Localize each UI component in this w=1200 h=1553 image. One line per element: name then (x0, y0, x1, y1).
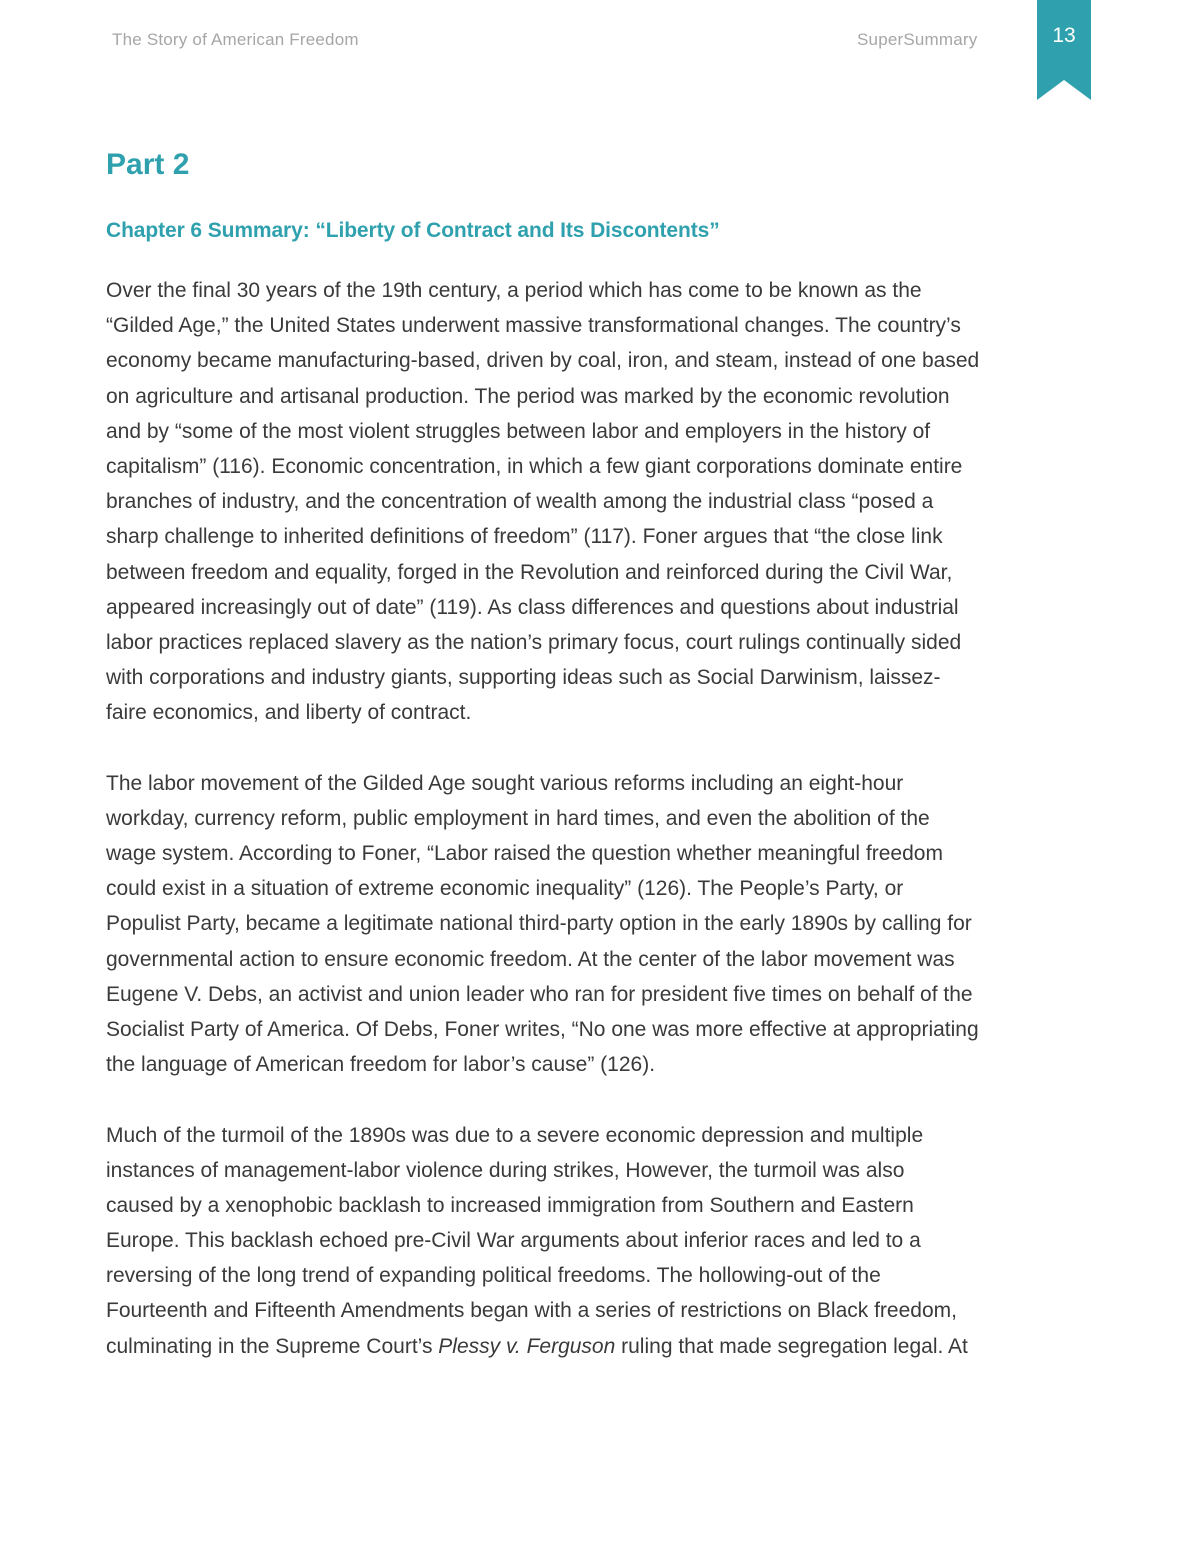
chapter-title: Chapter 6 Summary: “Liberty of Contract and Its Discontents” (106, 219, 720, 242)
text-line: economy became manufacturing-based, driven by coal, iron, and steam, instead of one based (106, 349, 980, 373)
text-line: wage system. According to Foner, “Labor raised the question whether meaningful freedom (106, 842, 943, 865)
text-line: appeared increasingly out of date” (119). As class differences and questions about industrial (106, 595, 959, 619)
text-line: faire economics, and liberty of contract. (106, 701, 472, 725)
text-line: instances of management-labor violence during strikes, However, the turmoil was also (106, 1158, 905, 1182)
paragraph-3 (106, 1118, 1106, 1364)
case-name: Plessy v. Ferguson (438, 1334, 616, 1358)
body-text (106, 273, 1106, 1364)
text-line: with corporations and industry giants, supporting ideas such as Social Darwinism, laissez- (106, 666, 941, 690)
running-header-brand: SuperSummary (857, 30, 978, 49)
text-line: workday, currency reform, public employment in hard times, and even the abolition of the (106, 806, 930, 830)
paragraph-1 (106, 273, 1106, 730)
text-line: branches of industry, and the concentration of wealth among the industrial class “posed a (106, 490, 934, 514)
text-line: and by “some of the most violent struggles between labor and employers in the history of (106, 419, 931, 443)
text-line: Eugene V. Debs, an activist and union leader who ran for president five times on behalf of the (106, 982, 973, 1006)
text-line: Populist Party, became a legitimate national third-party option in the early 1890s by calling for (106, 912, 972, 936)
text-line: governmental action to ensure economic freedom. At the center of the labor movement was (106, 947, 955, 971)
part-title: Part 2 (106, 148, 190, 181)
text-line: reversing of the long trend of expanding political freedoms. The hollowing-out of the (106, 1264, 881, 1288)
bookmark-ribbon-icon (1037, 0, 1091, 100)
text-line: Europe. This backlash echoed pre-Civil War arguments about inferior races and led to a (106, 1229, 921, 1253)
text-line: the language of American freedom for labor’s cause” (126). (106, 1053, 656, 1077)
text-line: capitalism” (116). Economic concentration, in which a few giant corporations dominate entire (106, 454, 963, 478)
text-line: Over the final 30 years of the 19th century, a period which has come to be known as the (106, 279, 922, 302)
text-line (106, 1329, 1106, 1364)
text-segment: ruling that made segregation legal. At (615, 1334, 968, 1358)
paragraph-2 (106, 766, 1106, 1083)
text-line: Socialist Party of America. Of Debs, Foner writes, “No one was more effective at appropriating (106, 1017, 979, 1041)
text-line: between freedom and equality, forged in the Revolution and reinforced during the Civil War, (106, 560, 953, 584)
text-line: Much of the turmoil of the 1890s was due to a severe economic depression and multiple (106, 1123, 924, 1147)
text-line: caused by a xenophobic backlash to increased immigration from Southern and Eastern (106, 1193, 914, 1217)
paragraph-gap (106, 730, 1106, 765)
text-line: Fourteenth and Fifteenth Amendments began with a series of restrictions on Black freedom, (106, 1299, 957, 1323)
running-header-book-title: The Story of American Freedom (112, 30, 359, 49)
paragraph-gap (106, 1082, 1106, 1117)
text-line: The labor movement of the Gilded Age sought various reforms including an eight-hour (106, 771, 904, 795)
text-line: on agriculture and artisanal production. The period was marked by the economic revolution (106, 384, 950, 408)
text-line: sharp challenge to inherited definitions of freedom” (117). Foner argues that “the close link (106, 525, 943, 549)
page-number: 13 (1052, 24, 1076, 47)
text-line: could exist in a situation of extreme economic inequality” (126). The People’s Party, or (106, 877, 904, 901)
text-line: “Gilded Age,” the United States underwent massive transformational changes. The country’s (106, 314, 961, 338)
text-line: labor practices replaced slavery as the nation’s primary focus, court rulings continually sided (106, 630, 962, 654)
text-segment: culminating in the Supreme Court’s (106, 1334, 439, 1358)
